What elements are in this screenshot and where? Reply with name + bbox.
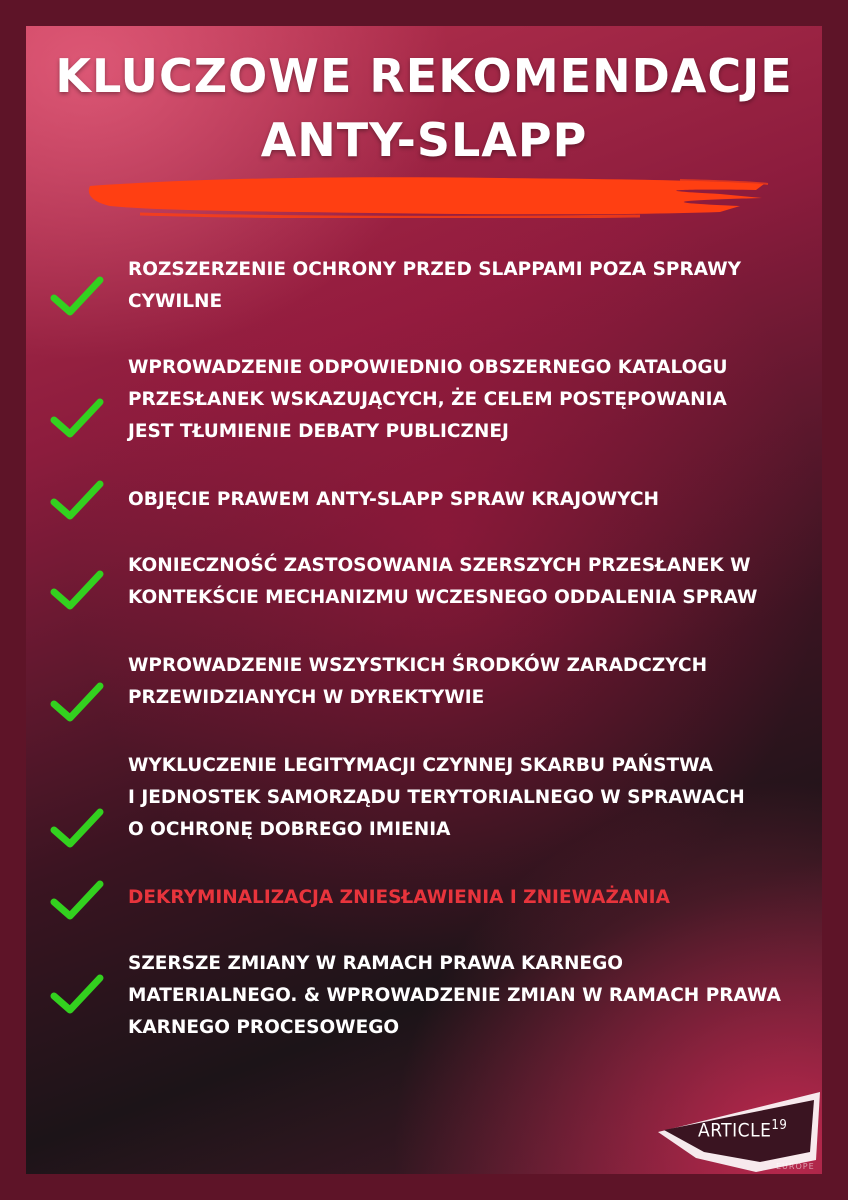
article19-logo: [656, 1092, 822, 1174]
check-icon: [48, 396, 106, 440]
recommendation-text: ROZSZERZENIE OCHRONY PRZED SLAPPAMI POZA SPRAWY CYWILNE: [128, 259, 742, 312]
recommendation-text: WPROWADZENIE WSZYSTKICH ŚRODKÓW ZARADCZYCH PRZEWIDZIANYCH W DYREKTYWIE: [128, 655, 708, 708]
logo-region: EUROPE: [776, 1162, 815, 1171]
recommendation-text-highlighted: DEKRYMINALIZACJA ZNIESŁAWIENIA I ZNIEWAŻANIA: [128, 887, 670, 908]
recommendation-text: WYKLUCZENIE LEGITYMACJI CZYNNEJ SKARBU PAŃSTWA I JEDNOSTEK SAMORZĄDU TERYTORIALNEGO W SPRAWACH O OCHRONĘ DOBREGO IMIENIA: [128, 755, 745, 840]
check-icon: [48, 806, 106, 850]
check-icon: [48, 478, 106, 522]
check-icon: [48, 878, 106, 922]
recommendation-text: SZERSZE ZMIANY W RAMACH PRAWA KARNEGO MATERIALNEGO. & WPROWADZENIE ZMIAN W RAMACH PRAWA KARNEGO PROCESOWEGO: [128, 953, 781, 1038]
poster: [26, 26, 822, 1174]
recommendation-text: WPROWADZENIE ODPOWIEDNIO OBSZERNEGO KATALOGU PRZESŁANEK WSKAZUJĄCYCH, ŻE CELEM POSTĘPOWANIA JEST TŁUMIENIE DEBATY PUBLICZNEJ: [128, 357, 728, 442]
check-icon: [48, 680, 106, 724]
page-title: KLUCZOWE REKOMENDACJE: [55, 49, 793, 103]
check-icon: [48, 274, 106, 318]
page-subtitle: ANTY-SLAPP: [260, 113, 588, 167]
recommendation-text: KONIECZNOŚĆ ZASTOSOWANIA SZERSZYCH PRZESŁANEK W KONTEKŚCIE MECHANIZMU WCZESNEGO ODDALENIA SPRAW: [128, 555, 758, 608]
check-icon: [48, 972, 106, 1016]
recommendation-text: OBJĘCIE PRAWEM ANTY-SLAPP SPRAW KRAJOWYCH: [128, 489, 660, 510]
check-icon: [48, 568, 106, 612]
brush-stroke-underline: [80, 172, 770, 218]
logo-text: ARTICLE$^{19}$: [698, 1118, 788, 1142]
